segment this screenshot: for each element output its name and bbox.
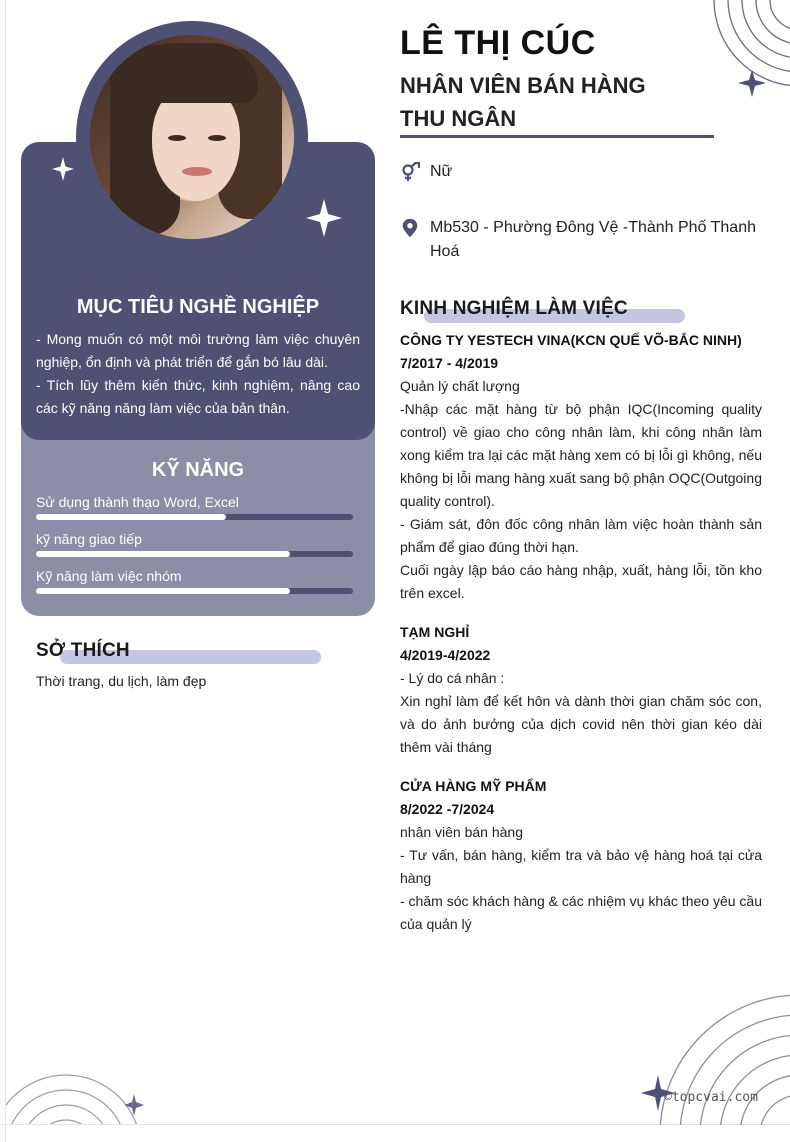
experience-item: [400, 329, 762, 605]
experience-line: Quản lý chất lượng: [400, 378, 520, 394]
experience-company: TẠM NGHỈ: [400, 624, 470, 640]
skill-item: [36, 493, 353, 511]
sparkle-icon: [52, 157, 74, 181]
skill-bar-fill: [36, 588, 290, 594]
experience-title: KINH NGHIỆM LÀM VIỆC: [400, 298, 628, 319]
skill-item: [36, 530, 353, 548]
experience-line: nhân viên bán hàng: [400, 824, 523, 840]
objective-line: - Mong muốn có một môi trường làm việc chuyên nghiệp, ổn định và phát triển để gắn bó lâu dài.: [36, 331, 360, 370]
skill-bar-track: [36, 551, 353, 557]
gender-text: Nữ: [430, 163, 453, 180]
experience-description: [400, 667, 762, 759]
skill-label: Sử dụng thành thạo Word, Excel: [36, 494, 239, 510]
experience-period: 7/2017 - 4/2019: [400, 355, 499, 371]
sparkle-icon: [124, 1094, 144, 1116]
experience-line: - Giám sát, đôn đốc công nhân làm việc hoàn thành sản phẩm để giao đúng thời hạn.: [400, 516, 762, 555]
gender-icon: [400, 162, 420, 182]
skill-bar-track: [36, 514, 353, 520]
experience-line: -Nhập các mặt hàng từ bộ phận IQC(Incoming quality control) về giao cho công nhân làm, khi công nhân làm xong kiểm tra lại các mặt hàng xem có bị lỗi gì không, nếu không bị lỗi mang hàng xuất sang bộ phận OQC(Outgoing quality control).: [400, 401, 762, 509]
job-title-line-1: NHÂN VIÊN BÁN HÀNG: [400, 73, 646, 98]
experience-company: CÔNG TY YESTECH VINA(KCN QUẾ VÕ-BẮC NINH): [400, 332, 742, 348]
decorative-arcs-top-right: [700, 0, 790, 105]
sparkle-icon: [738, 70, 766, 97]
avatar: [90, 35, 294, 239]
skills-title: KỸ NĂNG: [151, 459, 245, 481]
skill-bar-fill: [36, 514, 226, 520]
job-title-line-2: THU NGÂN: [400, 106, 517, 131]
experience-description: [400, 821, 762, 936]
experience-period: 4/2019-4/2022: [400, 647, 491, 663]
sparkle-icon: [306, 199, 342, 237]
address-text: Mb530 - Phường Đông Vệ -Thành Phố Thanh Hoá: [430, 219, 756, 260]
experience-description: [400, 375, 762, 605]
objective-text: [36, 328, 360, 420]
experience-line: Xin nghỉ làm để kết hôn và dành thời gian chăm sóc con, và do ảnh bưởng của dịch covid nên thời gian kéo dài thêm vài tháng: [400, 693, 762, 755]
page-border-left: [5, 0, 6, 1142]
experience-line: - Tư vấn, bán hàng, kiểm tra và bảo vệ hàng hoá tại cửa hàng: [400, 847, 762, 886]
candidate-name: LÊ THỊ CÚC: [400, 24, 596, 62]
hobbies-text: Thời trang, du lịch, làm đẹp: [36, 673, 207, 689]
location-pin-icon: [400, 218, 420, 238]
experience-item: [400, 775, 762, 936]
objective-line: - Tích lũy thêm kiến thức, kinh nghiệm, nâng cao các kỹ năng năng làm việc của bản thân.: [36, 377, 360, 416]
experience-line: - Lý do cá nhân :: [400, 670, 505, 686]
skill-bar-fill: [36, 551, 290, 557]
experience-line: Cuối ngày lập báo cáo hàng nhập, xuất, hàng lỗi, tồn kho trên excel.: [400, 562, 762, 601]
experience-line: - chăm sóc khách hàng & các nhiệm vụ khác theo yêu cầu của quản lý: [400, 893, 762, 932]
title-underline: [400, 135, 714, 138]
skill-item: [36, 567, 353, 585]
decorative-arcs-bottom-left: [6, 1070, 156, 1124]
experience-period: 8/2022 -7/2024: [400, 801, 495, 817]
skill-label: kỹ năng giao tiếp: [36, 531, 142, 547]
skill-label: Kỹ năng làm việc nhóm: [36, 568, 182, 584]
watermark: ©topcvai.com: [664, 1090, 758, 1105]
experience-company: CỬA HÀNG MỸ PHẨM: [400, 778, 547, 794]
objective-title: MỤC TIÊU NGHỀ NGHIỆP: [76, 296, 320, 318]
hobbies-title: SỞ THÍCH: [36, 640, 130, 661]
skill-bar-track: [36, 588, 353, 594]
experience-item: [400, 621, 762, 759]
